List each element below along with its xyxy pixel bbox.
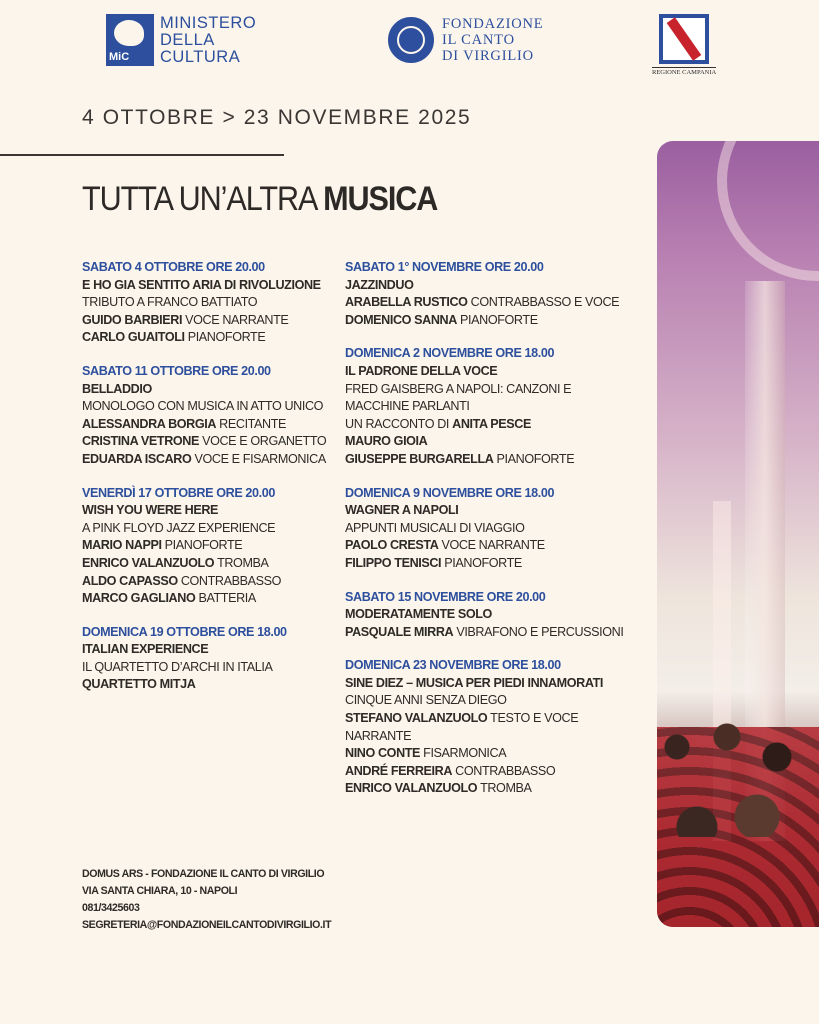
credit-text: PIANOFORTE <box>184 330 266 345</box>
event-credit <box>345 381 635 416</box>
event-credit <box>82 398 332 416</box>
event-entry <box>345 345 635 468</box>
credit-text: CONTRABBASSO E VOCE <box>467 295 620 310</box>
fondazione-wordmark: FONDAZIONE IL CANTO DI VIRGILIO <box>442 16 544 64</box>
event-title: WISH YOU WERE HERE <box>82 503 219 518</box>
performer-name: ALDO CAPASSO <box>82 573 178 588</box>
credit-text: TROMBA <box>477 781 532 796</box>
event-credit <box>345 416 635 434</box>
event-date: SABATO 11 OTTOBRE ORE 20.00 <box>82 363 271 378</box>
event-title: IL PADRONE DELLA VOCE <box>345 363 498 378</box>
contact-address: VIA SANTA CHIARA, 10 - NAPOLI <box>82 885 238 897</box>
event-credit <box>345 780 635 798</box>
event-credit <box>82 573 332 591</box>
credit-text: VOCE NARRANTE <box>438 538 545 553</box>
event-title: JAZZINDUO <box>345 277 414 292</box>
credit-text: PIANOFORTE <box>161 538 243 553</box>
campania-shield-icon <box>659 14 709 64</box>
event-date: SABATO 4 OTTOBRE ORE 20.00 <box>82 260 265 274</box>
event-credit <box>345 555 635 573</box>
event-credit <box>345 312 635 330</box>
mic-logo <box>106 14 256 66</box>
event-credit <box>82 590 332 608</box>
performer-name: ENRICO VALANZUOLO <box>345 781 478 796</box>
page-title <box>82 180 437 219</box>
event-date: DOMENICA 19 OTTOBRE ORE 18.00 <box>82 624 287 639</box>
event-credit <box>345 710 635 745</box>
credit-text: CINQUE ANNI SENZA DIEGO <box>345 693 507 708</box>
program-column-2 <box>345 259 635 814</box>
event-title: WAGNER A NAPOLI <box>345 503 459 518</box>
event-credit <box>345 294 635 312</box>
event-entry <box>345 589 635 642</box>
performer-name: QUARTETTO MITJA <box>82 677 196 692</box>
performer-name: STEFANO VALANZUOLO <box>345 711 488 726</box>
contact-email: SEGRETERIA@FONDAZIONEILCANTODIVIRGILIO.IT <box>82 919 332 931</box>
performer-name: EDUARDA ISCARO <box>82 451 192 466</box>
event-credit <box>345 451 635 469</box>
performer-name: GUIDO BARBIERI <box>82 312 183 327</box>
credit-text: APPUNTI MUSICALI DI VIAGGIO <box>345 520 525 535</box>
event-entry <box>82 485 332 608</box>
contact-phone: 081/3425603 <box>82 902 140 914</box>
event-date: DOMENICA 9 NOVEMBRE ORE 18.00 <box>345 485 555 500</box>
credit-text: A PINK FLOYD JAZZ EXPERIENCE <box>82 520 276 535</box>
event-credit <box>82 312 332 330</box>
performer-name: ALESSANDRA BORGIA <box>82 416 217 431</box>
event-credit <box>82 329 332 347</box>
credit-text: VOCE NARRANTE <box>182 312 289 327</box>
event-credit <box>82 416 332 434</box>
event-credit <box>82 537 332 555</box>
credit-text: RECITANTE <box>216 416 287 431</box>
credit-text: FRED GAISBERG A NAPOLI: CANZONI E MACCHINE PARLANTI <box>345 381 572 414</box>
event-date: SABATO 1° NOVEMBRE ORE 20.00 <box>345 260 544 274</box>
event-credit <box>345 624 635 642</box>
performer-name: NINO CONTE <box>345 746 421 761</box>
title-bold: MUSICA <box>323 180 438 218</box>
credit-text: VOCE E FISARMONICA <box>191 451 326 466</box>
event-date: VENERDÌ 17 OTTOBRE ORE 20.00 <box>82 485 275 500</box>
credit-text: IL QUARTETTO D’ARCHI IN ITALIA <box>82 659 273 674</box>
event-date: DOMENICA 23 NOVEMBRE ORE 18.00 <box>345 658 561 673</box>
performer-name: GIUSEPPE BURGARELLA <box>345 451 494 466</box>
mic-emblem-icon: MiC <box>106 14 154 66</box>
credit-text: VIBRAFONO E PERCUSSIONI <box>453 624 624 639</box>
event-credit <box>82 294 332 312</box>
performer-name: CRISTINA VETRONE <box>82 434 199 449</box>
title-light: TUTTA UN’ALTRA <box>82 180 316 218</box>
performer-name: ARABELLA RUSTICO <box>345 295 468 310</box>
event-title: MODERATAMENTE SOLO <box>345 607 492 622</box>
fondazione-logo <box>388 16 543 64</box>
program-column-1 <box>82 259 332 710</box>
credit-text: PIANOFORTE <box>456 312 538 327</box>
campania-caption: REGIONE CAMPANIA <box>652 69 717 76</box>
event-credit <box>82 451 332 469</box>
event-credit <box>345 433 635 451</box>
performer-name: MARIO NAPPI <box>82 538 162 553</box>
credit-text: VOCE E ORGANETTO <box>198 434 327 449</box>
performer-name: ANITA PESCE <box>452 416 531 431</box>
performer-name: ENRICO VALANZUOLO <box>82 555 215 570</box>
credit-text: TESTO E VOCE NARRANTE <box>345 711 579 743</box>
event-entry <box>345 259 635 329</box>
performer-name: MAURO GIOIA <box>345 434 428 449</box>
event-credit <box>82 659 332 677</box>
credit-text: TRIBUTO A FRANCO BATTIATO <box>82 295 258 310</box>
performer-name: PAOLO CRESTA <box>345 538 439 553</box>
event-credit <box>82 433 332 451</box>
regione-campania-logo <box>652 14 716 76</box>
event-title: BELLADDIO <box>82 381 152 396</box>
event-credit <box>345 520 635 538</box>
divider <box>0 154 284 156</box>
credit-text: PIANOFORTE <box>493 451 575 466</box>
event-entry <box>82 363 332 469</box>
credit-text: CONTRABBASSO <box>177 573 282 588</box>
mic-wordmark: MINISTERO DELLA CULTURA <box>160 13 257 66</box>
event-title: SINE DIEZ – MUSICA PER PIEDI INNAMORATI <box>345 675 603 690</box>
concert-hall-photo <box>657 141 819 927</box>
event-credit <box>82 555 332 573</box>
fondazione-seal-icon <box>388 17 434 63</box>
event-credit <box>82 520 332 538</box>
event-credit <box>345 537 635 555</box>
credit-text: MONOLOGO CON MUSICA IN ATTO UNICO <box>82 399 324 414</box>
event-credit <box>345 745 635 763</box>
contact-block <box>82 866 331 934</box>
event-credit <box>345 692 635 710</box>
performer-name: DOMENICO SANNA <box>345 312 457 327</box>
performer-name: FILIPPO TENISCI <box>345 555 442 570</box>
credit-text: FISARMONICA <box>420 746 507 761</box>
festival-dates: 4 OTTOBRE > 23 NOVEMBRE 2025 <box>82 106 472 129</box>
event-entry <box>82 259 332 347</box>
event-date: SABATO 15 NOVEMBRE ORE 20.00 <box>345 589 546 604</box>
event-credit <box>82 676 332 694</box>
event-title: ITALIAN EXPERIENCE <box>82 642 209 657</box>
credit-text: BATTERIA <box>195 591 256 606</box>
performer-name: CARLO GUAITOLI <box>82 330 185 345</box>
performer-name: MARCO GAGLIANO <box>82 591 196 606</box>
performer-name: ANDRÉ FERREIRA <box>345 763 453 778</box>
performer-name: PASQUALE MIRRA <box>345 624 454 639</box>
event-entry <box>345 657 635 798</box>
event-title: E HO GIA SENTITO ARIA DI RIVOLUZIONE <box>82 277 321 292</box>
credit-text: CONTRABBASSO <box>452 763 556 778</box>
event-credit <box>345 763 635 781</box>
event-date: DOMENICA 2 NOVEMBRE ORE 18.00 <box>345 346 555 361</box>
credit-text: PIANOFORTE <box>441 555 522 570</box>
event-entry <box>345 485 635 573</box>
event-entry <box>82 624 332 694</box>
credit-text: TROMBA <box>214 555 269 570</box>
contact-venue: DOMUS ARS - FONDAZIONE IL CANTO DI VIRGILIO <box>82 868 325 880</box>
credit-text: UN RACCONTO DI <box>345 416 453 431</box>
